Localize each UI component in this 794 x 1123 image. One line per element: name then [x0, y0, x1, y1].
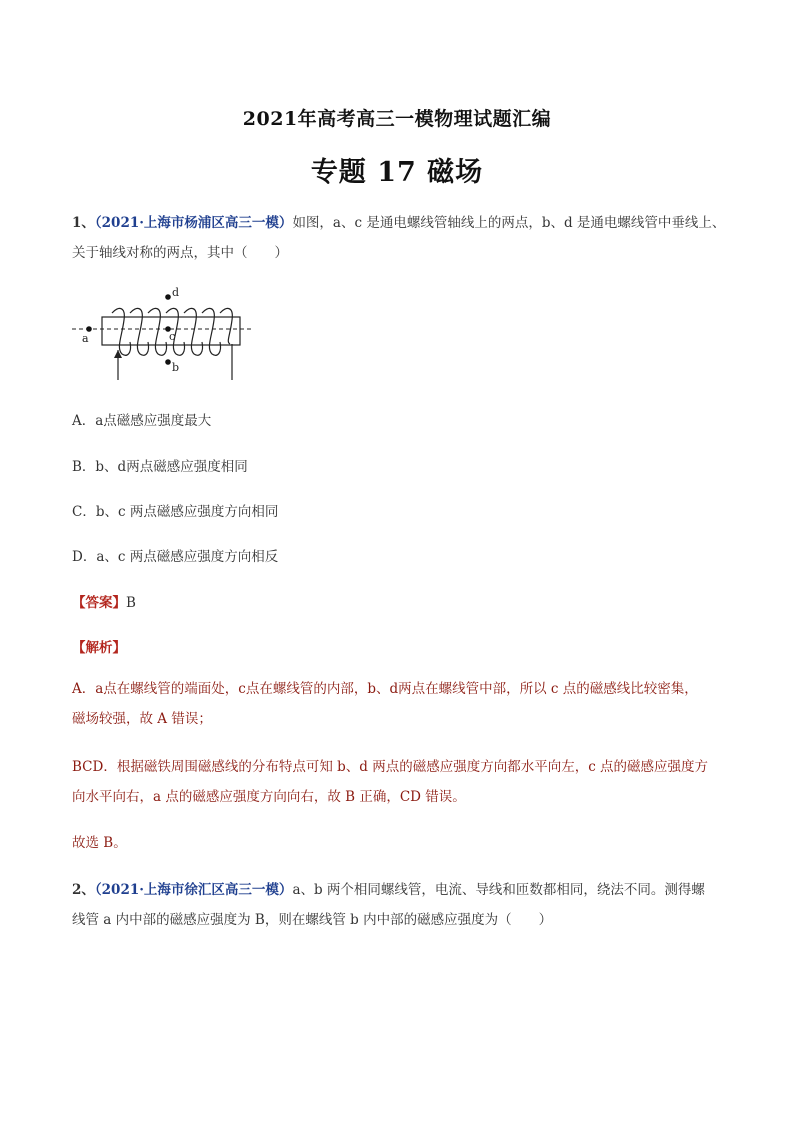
- question-1-answer: [72, 591, 136, 611]
- question-1-number: 1、: [72, 215, 95, 231]
- topic-title: 专题 17 磁场: [310, 157, 484, 188]
- analysis-tag: 【解析】: [72, 640, 126, 656]
- question-2-source: （2021·上海市徐汇区高三一模）: [94, 882, 293, 898]
- question-2-line-1: [72, 875, 727, 905]
- point-b-label: b: [172, 361, 180, 374]
- coil-loop-2: [130, 308, 149, 355]
- question-2-stem: [72, 875, 727, 935]
- point-c-label: c: [169, 330, 176, 343]
- coil-loop-7: [220, 308, 232, 344]
- question-1-line-2: 关于轴线对称的两点，其中（ ）: [72, 245, 288, 261]
- question-1-analysis: [72, 674, 727, 734]
- question-2-number: 2、: [72, 882, 95, 898]
- coil-loop-6: [202, 308, 221, 355]
- coil-loop-3: [148, 308, 167, 355]
- question-1-option-c: C．b、c 两点磁感应强度方向相同: [72, 504, 279, 520]
- question-1-line-1: [72, 208, 727, 238]
- analysis-line-2: 磁场较强，故 A 错误；: [72, 711, 212, 727]
- point-b-dot: [165, 359, 171, 365]
- analysis-line-1: A．a点在螺线管的端面处，c点在螺线管的内部，b、d两点在螺线管中部，所以 c 点的磁感线比较密集，: [72, 681, 698, 697]
- point-d-label: d: [172, 286, 180, 299]
- question-2-text-a: a、b 两个相同螺线管，电流、导线和匝数都相同，绕法不同。测得螺: [292, 882, 705, 898]
- question-1-source: （2021·上海市杨浦区高三一模）: [94, 215, 293, 231]
- coil-loop-1: [112, 308, 131, 355]
- document-title: 2021年高考高三一模物理试题汇编: [242, 108, 552, 130]
- point-a-dot: [86, 326, 92, 332]
- question-1-option-d: D．a、c 两点磁感应强度方向相反: [72, 549, 279, 565]
- analysis-line-3: BCD．根据磁铁周围磁感线的分布特点可知 b、d 两点的磁感应强度方向都水平向左，c 点的磁感应强度方: [72, 759, 709, 775]
- analysis-line-4: 向水平向右，a 点的磁感应强度方向向右，故 B 正确，CD 错误。: [72, 789, 466, 805]
- question-1-option-a: A．a点磁感应强度最大: [72, 413, 212, 429]
- question-1-stem: [72, 208, 727, 268]
- coil-loop-5: [184, 308, 203, 355]
- answer-tag: 【答案】: [72, 595, 126, 611]
- solenoid-figure: [72, 282, 262, 384]
- point-a-label: a: [82, 332, 89, 345]
- question-2-line-2: 线管 a 内中部的磁感应强度为 B，则在螺线管 b 内中部的磁感应强度为（ ）: [72, 912, 553, 928]
- question-1-option-b: B．b、d两点磁感应强度相同: [72, 459, 248, 475]
- question-1-conclusion: 故选 B。: [72, 835, 127, 851]
- question-1-analysis-bcd: [72, 752, 727, 812]
- answer-value: B: [126, 595, 136, 611]
- point-d-dot: [165, 294, 171, 300]
- question-1-analysis-tag: [72, 636, 126, 656]
- question-1-text-a: 如图，a、c 是通电螺线管轴线上的两点，b、d 是通电螺线管中垂线上、: [292, 215, 726, 231]
